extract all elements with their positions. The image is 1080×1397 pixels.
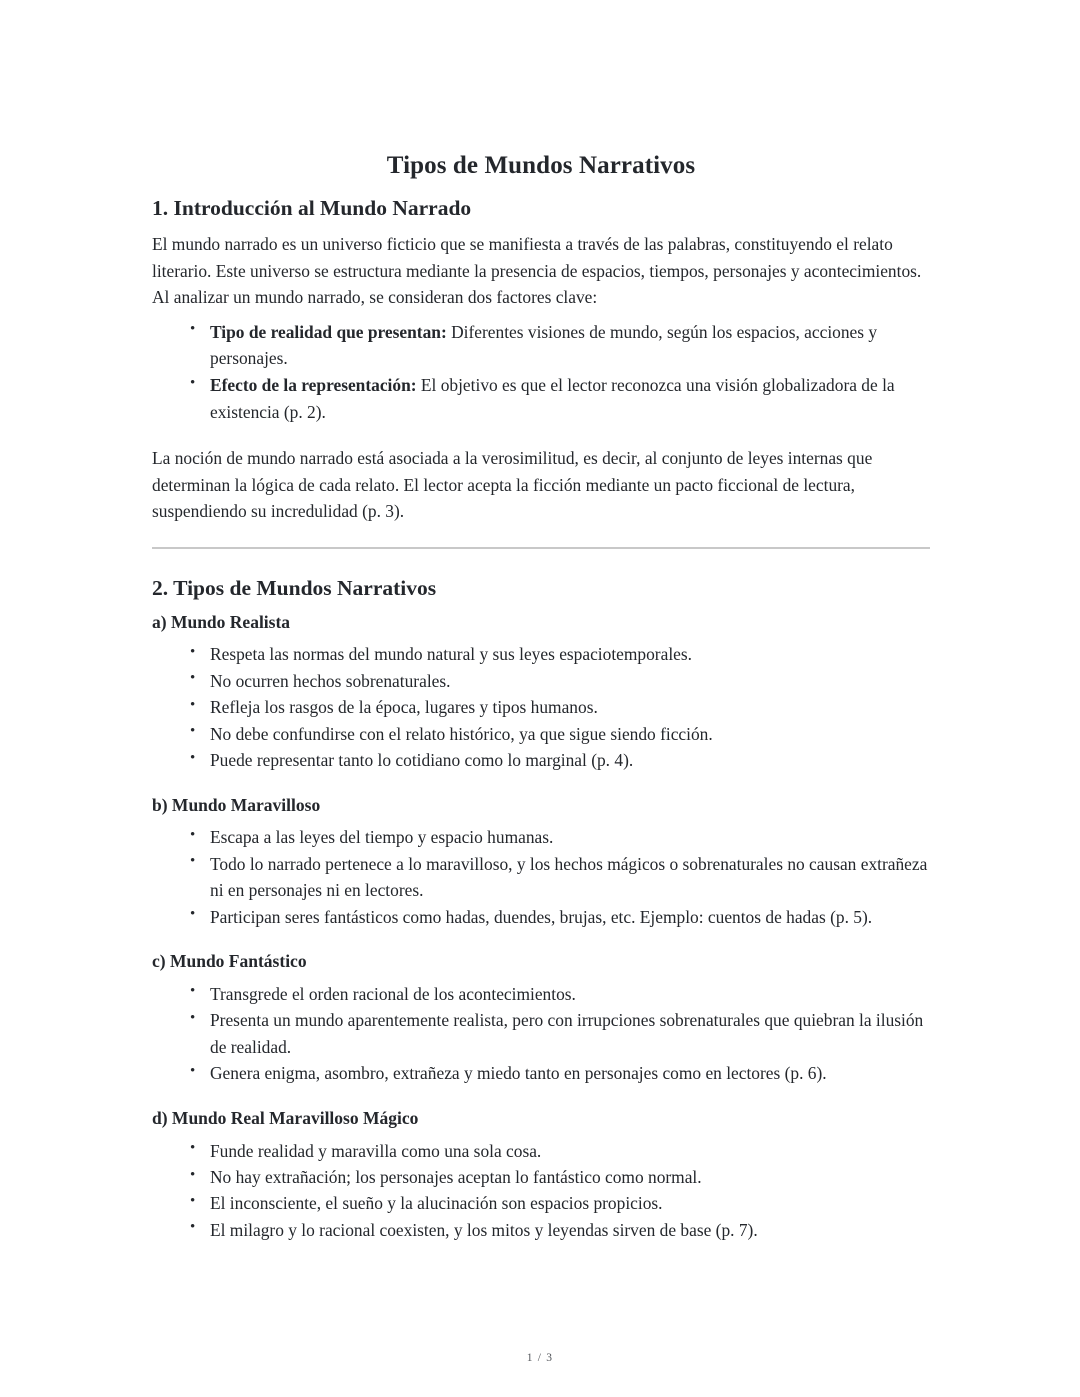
list-item: • Genera enigma, asombro, extrañeza y miedo tanto en personajes como en lectores (p. 6). [152, 1060, 930, 1086]
list-item: • Funde realidad y maravilla como una sola cosa. [152, 1138, 930, 1164]
section-heading-2: 2. Tipos de Mundos Narrativos [152, 575, 437, 600]
list-item-text: Diferentes visiones de mundo, según los espacios, acciones y personajes. [210, 321, 878, 368]
list-item-text: El objetivo es que el lector reconozca una visión globalizadora de la existencia (p. 2). [210, 375, 895, 422]
subsection-heading-a: a) Mundo Realista [152, 611, 291, 632]
subsection-a-list [152, 641, 930, 773]
subsection-heading-c: c) Mundo Fantástico [152, 951, 307, 972]
section-heading-1: 1. Introducción al Mundo Narrado [152, 196, 472, 221]
section-1-bullet-list [152, 319, 930, 426]
list-item: • Transgrede el orden racional de los acontecimientos. [152, 981, 930, 1007]
list-item: • Todo lo narrado pertenece a lo maravilloso, y los hechos mágicos o sobrenaturales no causan extrañeza ni en personajes ni en lectores. [152, 851, 930, 904]
list-item: • Respeta las normas del mundo natural y sus leyes espaciotemporales. [152, 641, 930, 667]
list-item: • No ocurren hechos sobrenaturales. [152, 668, 930, 694]
list-item: • Presenta un mundo aparentemente realista, pero con irrupciones sobrenaturales que quiebran la ilusión de realidad. [152, 1007, 930, 1060]
list-item: • No debe confundirse con el relato histórico, ya que sigue siendo ficción. [152, 721, 930, 747]
list-item-lead: Tipo de realidad que presentan: [210, 321, 447, 342]
section-1-paragraph-1: El mundo narrado es un universo ficticio que se manifiesta a través de las palabras, constituyendo el relato literario. Este universo se estructura mediante la presencia de espacios, tiempos, personajes y acontecimientos. Al analizar un mundo narrado, se consideran dos factores clave: [152, 234, 922, 308]
list-item: • Refleja los rasgos de la época, lugares y tipos humanos. [152, 694, 930, 720]
subsection-d-list [152, 1138, 930, 1244]
list-item: • Participan seres fantásticos como hadas, duendes, brujas, etc. Ejemplo: cuentos de hadas (p. 5). [152, 904, 930, 930]
list-item [152, 319, 930, 372]
list-item [152, 372, 930, 425]
section-divider [152, 547, 930, 549]
subsection-heading-d: d) Mundo Real Maravilloso Mágico [152, 1107, 419, 1128]
subsection-heading-b: b) Mundo Maravilloso [152, 794, 321, 815]
list-item: • Escapa a las leyes del tiempo y espacio humanas. [152, 824, 930, 850]
section-1-paragraph-2: La noción de mundo narrado está asociada a la verosimilitud, es decir, al conjunto de leyes internas que determinan la lógica de cada relato. El lector acepta la ficción mediante un pacto ficcional de lectura, suspendiendo su incredulidad (p. 3). [152, 448, 873, 522]
page-number-footer: 1 / 3 [526, 1352, 554, 1364]
subsection-c-list [152, 981, 930, 1087]
list-item-lead: Efecto de la representación: [210, 375, 417, 396]
list-item: • No hay extrañación; los personajes aceptan lo fantástico como normal. [152, 1164, 930, 1190]
list-item: • El milagro y lo racional coexisten, y los mitos y leyendas sirven de base (p. 7). [152, 1217, 930, 1243]
list-item: • El inconsciente, el sueño y la alucinación son espacios propicios. [152, 1190, 930, 1216]
page-title: Tipos de Mundos Narrativos [386, 152, 696, 179]
list-item: • Puede representar tanto lo cotidiano como lo marginal (p. 4). [152, 747, 930, 773]
subsection-b-list [152, 824, 930, 930]
